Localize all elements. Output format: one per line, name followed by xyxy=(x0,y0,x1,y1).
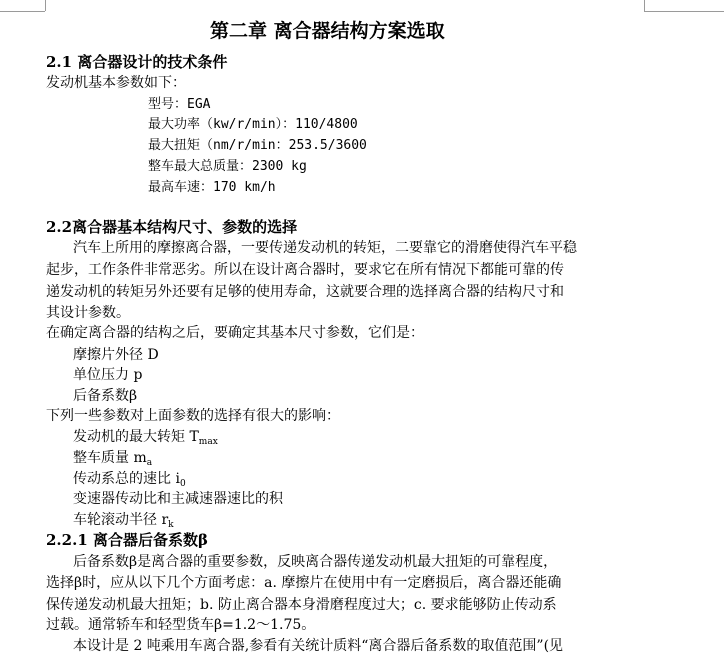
chapter-title: 第二章 离合器结构方案选取 xyxy=(210,20,445,42)
param-max-mass: 整车最大总质量：2300 kg xyxy=(148,159,307,174)
paragraph-line: 保传递发动机最大扭矩；b. 防止离合器本身滑磨程度过大；c. 要求能够防止传动系 xyxy=(46,597,557,613)
margin-mark-top-left xyxy=(0,11,45,12)
param-model: 型号：EGA xyxy=(148,97,211,112)
paragraph-line: 过载。通常轿车和轻型货车β=1.2～1.75。 xyxy=(46,617,316,633)
paragraph-line: 下列一些参数对上面参数的选择有很大的影响： xyxy=(46,408,340,424)
paragraph-line: 其设计参数。 xyxy=(46,305,130,321)
factor-item: 车轮滚动半径 $r_k$ xyxy=(73,512,174,530)
engine-params-intro: 发动机基本参数如下： xyxy=(46,75,186,91)
paragraph-line: 在确定离合器的结构之后，要确定其基本尺寸参数，它们是： xyxy=(46,325,424,341)
section-2-2-heading: 2.2离合器基本结构尺寸、参数的选择 xyxy=(46,218,298,236)
paragraph-line: 选择β时，应从以下几个方面考虑：a. 摩擦片在使用中有一定磨损后，离合器还能确 xyxy=(46,575,562,591)
factor-item: 变速器传动比和主减速器速比的积 xyxy=(73,491,283,507)
param-max-power: 最大功率（kw/r/min）：110/4800 xyxy=(148,117,358,132)
basic-param-item: 后备系数β xyxy=(73,388,138,404)
paragraph-line: 汽车上所用的摩擦离合器，一要传递发动机的转矩，二要靠它的滑磨使得汽车平稳 xyxy=(73,240,577,256)
factor-item: 整车质量 $m_a$ xyxy=(73,450,153,468)
paragraph-line: 递发动机的转矩另外还要有足够的使用寿命，这就要合理的选择离合器的结构尺寸和 xyxy=(46,284,564,300)
factor-item: 传动系总的速比 $i_0$ xyxy=(73,471,186,489)
param-max-torque: 最大扭矩（nm/r/min：253.5/3600 xyxy=(148,138,367,153)
paragraph-line: 起步，工作条件非常恶劣。所以在设计离合器时，要求它在所有情况下都能可靠的传 xyxy=(46,262,564,278)
basic-param-item: 单位压力 p xyxy=(73,367,143,383)
paragraph-line: 后备系数β是离合器的重要参数，反映离合器传递发动机最大扭矩的可靠程度， xyxy=(73,554,558,570)
margin-mark-top-right xyxy=(644,11,724,12)
margin-mark-top-left-vertical xyxy=(45,0,46,11)
section-2-1-heading: 2.1 离合器设计的技术条件 xyxy=(46,53,228,71)
paragraph-line: 本设计是 2 吨乘用车离合器,参看有关统计质料“离合器后备系数的取值范围”(见 xyxy=(73,638,564,654)
section-2-2-1-heading: 2.2.1 离合器后备系数β xyxy=(46,531,208,549)
param-max-speed: 最高车速：170 km/h xyxy=(148,180,276,195)
margin-mark-top-right-vertical xyxy=(644,0,645,11)
factor-item: 发动机的最大转矩 $T_{max}$ xyxy=(73,429,218,447)
basic-param-item: 摩擦片外径 D xyxy=(73,347,159,363)
